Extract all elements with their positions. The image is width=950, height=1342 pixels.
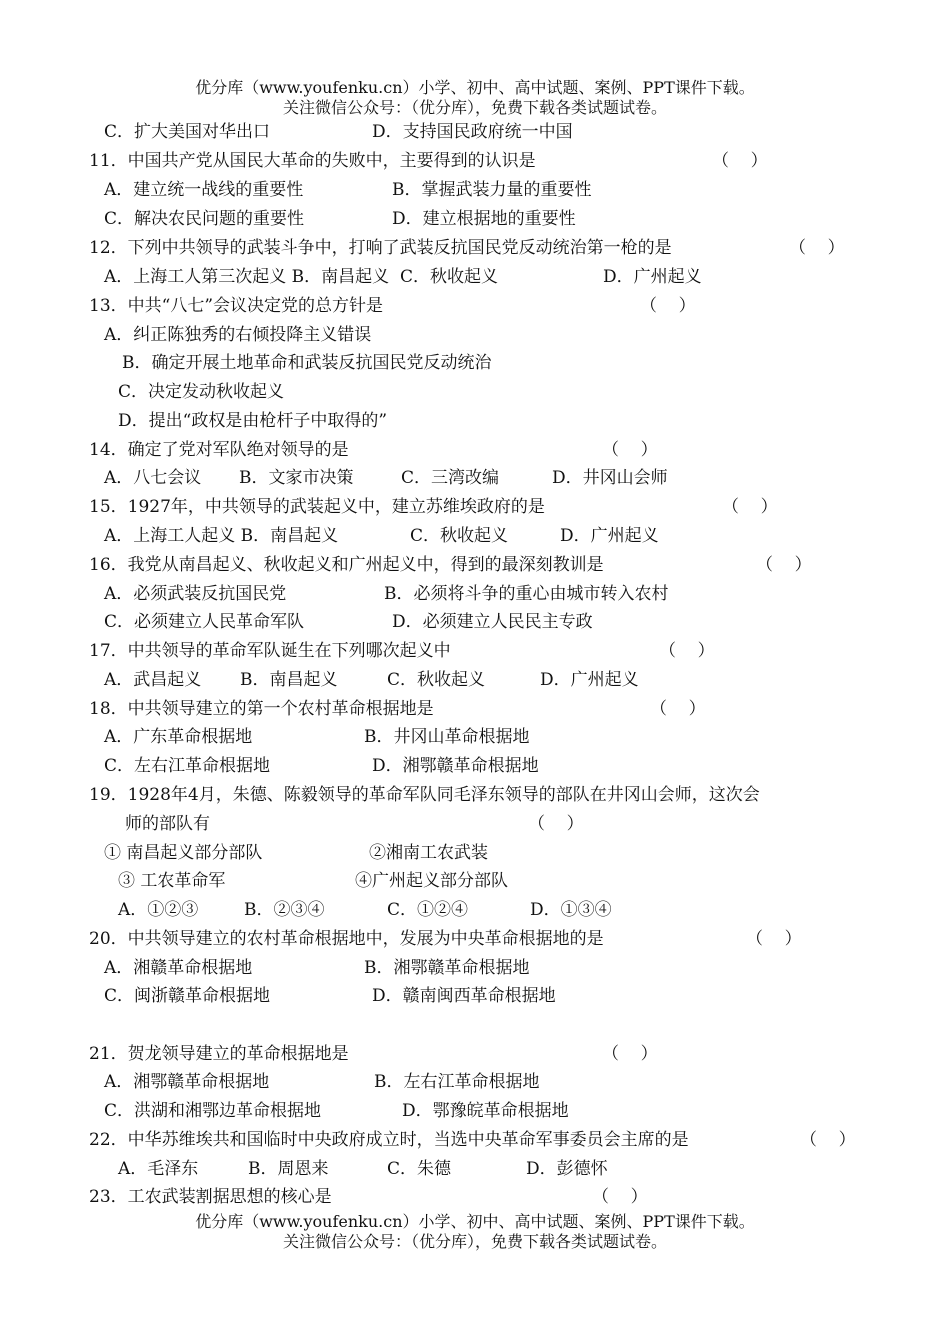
option-text: A．纠正陈独秀的右倾投降主义错误 <box>104 325 372 345</box>
option-text: D．提出“政权是由枪杆子中取得的” <box>118 411 388 431</box>
option-text: C．闽浙赣革命根据地 <box>104 986 271 1006</box>
option-text: C．决定发动秋收起义 <box>118 382 285 402</box>
answer-blank: （ ） <box>602 440 658 460</box>
question-15: 15．1927年，中共领导的武装起义中，建立苏维埃政府的是 <box>89 497 545 517</box>
option-text: D．广州起义 <box>540 670 639 690</box>
option-text: B．井冈山革命根据地 <box>364 727 530 747</box>
question-22: 22．中华苏维埃共和国临时中央政府成立时，当选中央革命军事委员会主席的是 <box>89 1130 689 1150</box>
page-header-line-1: 优分库（www.youfenku.cn）小学、初中、高中试题、案例、PPT课件下载。 <box>195 78 755 97</box>
option-text: D．支持国民政府统一中国 <box>372 122 573 142</box>
question-11: 11．中国共产党从国民大革命的失败中，主要得到的认识是 <box>89 151 536 171</box>
option-text: ④广州起义部分部队 <box>355 871 508 891</box>
option-text: C．洪湖和湘鄂边革命根据地 <box>104 1101 322 1121</box>
answer-blank: （ ） <box>528 814 584 834</box>
question-20: 20．中共领导建立的农村革命根据地中，发展为中央革命根据地的是 <box>89 929 604 949</box>
option-text: A．湘鄂赣革命根据地 <box>104 1072 270 1092</box>
option-text: B．左右江革命根据地 <box>374 1072 540 1092</box>
option-text: A．上海工人第三次起义 B．南昌起义 C．秋收起义 <box>104 267 498 287</box>
option-text: C．必须建立人民革命军队 <box>104 612 305 632</box>
answer-blank: （ ） <box>592 1187 648 1207</box>
option-text: D．广州起义 <box>560 526 659 546</box>
question-19: 19．1928年4月，朱德、陈毅领导的革命军队同毛泽东领导的部队在井冈山会师，这次会 <box>89 785 760 805</box>
option-text: C．三湾改编 <box>401 468 500 488</box>
option-text: A．①②③ <box>118 900 199 920</box>
question-19-continued: 师的部队有 <box>125 814 210 834</box>
answer-blank: （ ） <box>800 1130 856 1150</box>
option-text: A．广东革命根据地 <box>104 727 253 747</box>
answer-blank: （ ） <box>640 296 696 316</box>
option-text: D．赣南闽西革命根据地 <box>372 986 556 1006</box>
option-text: ③ 工农革命军 <box>118 871 226 891</box>
option-text: A．湘赣革命根据地 <box>104 958 253 978</box>
option-text: C．秋收起义 <box>387 670 486 690</box>
option-text: A．武昌起义 <box>104 670 202 690</box>
option-text: B．必须将斗争的重心由城市转入农村 <box>384 584 669 604</box>
option-text: A．毛泽东 <box>118 1159 199 1179</box>
option-text: B．确定开展土地革命和武装反抗国民党反动统治 <box>122 353 492 373</box>
option-text: D．井冈山会师 <box>552 468 668 488</box>
option-text: D．广州起义 <box>603 267 702 287</box>
option-text: C．①②④ <box>387 900 469 920</box>
option-text: ②湘南工农武装 <box>369 843 488 863</box>
option-text: B．南昌起义 <box>240 670 338 690</box>
page-header-line-2: 关注微信公众号：（优分库），免费下载各类试题试卷。 <box>282 98 667 117</box>
question-12: 12．下列中共领导的武装斗争中，打响了武装反抗国民党反动统治第一枪的是 <box>89 238 672 258</box>
question-18: 18．中共领导建立的第一个农村革命根据地是 <box>89 699 434 719</box>
option-text: C．扩大美国对华出口 <box>104 122 271 142</box>
option-text: D．①③④ <box>530 900 612 920</box>
option-text: D．彭德怀 <box>526 1159 608 1179</box>
answer-blank: （ ） <box>756 555 812 575</box>
page-footer-line-1: 优分库（www.youfenku.cn）小学、初中、高中试题、案例、PPT课件下载。 <box>195 1212 755 1231</box>
option-text: D．湘鄂赣革命根据地 <box>372 756 539 776</box>
question-13: 13．中共“八七”会议决定党的总方针是 <box>89 296 384 316</box>
option-text: C．左右江革命根据地 <box>104 756 271 776</box>
option-text: B．周恩来 <box>248 1159 329 1179</box>
option-text: B．②③④ <box>244 900 325 920</box>
answer-blank: （ ） <box>650 699 706 719</box>
answer-blank: （ ） <box>659 641 715 661</box>
option-text: D．必须建立人民民主专政 <box>392 612 593 632</box>
option-text: C．秋收起义 <box>410 526 509 546</box>
answer-blank: （ ） <box>602 1044 658 1064</box>
page-footer-line-2: 关注微信公众号：（优分库），免费下载各类试题试卷。 <box>282 1232 667 1251</box>
answer-blank: （ ） <box>789 238 845 258</box>
answer-blank: （ ） <box>746 929 802 949</box>
option-text: B．掌握武装力量的重要性 <box>392 180 592 200</box>
option-text: B．文家市决策 <box>239 468 354 488</box>
question-21: 21．贺龙领导建立的革命根据地是 <box>89 1044 349 1064</box>
question-14: 14．确定了党对军队绝对领导的是 <box>89 440 349 460</box>
option-text: A．八七会议 <box>104 468 202 488</box>
option-text: B．湘鄂赣革命根据地 <box>364 958 530 978</box>
question-23: 23．工农武装割据思想的核心是 <box>89 1187 332 1207</box>
option-text: A．建立统一战线的重要性 <box>104 180 304 200</box>
option-text: ① 南昌起义部分部队 <box>104 843 263 863</box>
option-text: C．解决农民问题的重要性 <box>104 209 305 229</box>
option-text: C．朱德 <box>387 1159 452 1179</box>
question-16: 16．我党从南昌起义、秋收起义和广州起义中，得到的最深刻教训是 <box>89 555 604 575</box>
question-17: 17．中共领导的革命军队诞生在下列哪次起义中 <box>89 641 451 661</box>
answer-blank: （ ） <box>722 497 778 517</box>
option-text: A．必须武装反抗国民党 <box>104 584 287 604</box>
answer-blank: （ ） <box>712 151 768 171</box>
option-text: D．建立根据地的重要性 <box>392 209 576 229</box>
option-text: A．上海工人起义 B．南昌起义 <box>104 526 339 546</box>
option-text: D．鄂豫皖革命根据地 <box>402 1101 569 1121</box>
